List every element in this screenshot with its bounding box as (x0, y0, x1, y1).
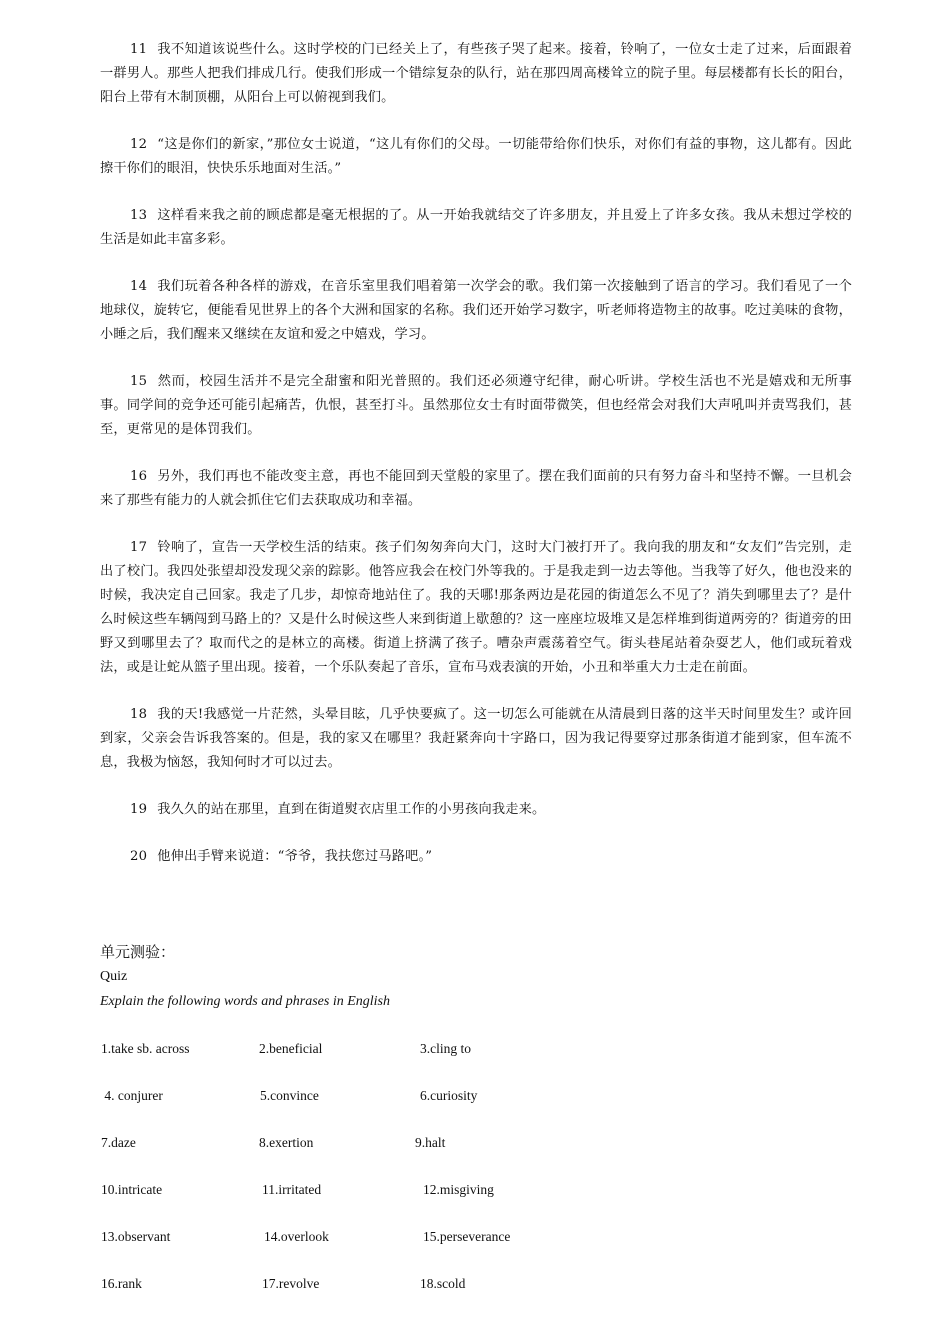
paragraph-20: 20 他伸出手臂来说道：“爷爷，我扶您过马路吧。” (130, 849, 433, 864)
vocab-item: 16.rank (101, 1276, 142, 1291)
vocab-row (0, 1229, 950, 1249)
paragraph-16: 16 另外，我们再也不能改变主意，再也不能回到天堂般的家里了。摆在我们面前的只有努力奋斗和坚持不懈。一旦机会来了那些有能力的人就会抓住它们去获取成功和幸福。 (100, 469, 852, 508)
quiz-instruction: Explain the following words and phrases in English (100, 994, 390, 1009)
vocab-row (0, 1041, 950, 1061)
vocab-item: 13.observant (101, 1229, 171, 1244)
vocab-item: 2.beneficial (259, 1041, 323, 1056)
paragraph-12: 12 “这是你们的新家，”那位女士说道，“这儿有你们的父母。一切能带给你们快乐，对你们有益的事物，这儿都有。因此擦干你们的眼泪，快快乐乐地面对生活。” (100, 137, 852, 176)
story-text (100, 38, 852, 892)
vocab-row (0, 1088, 950, 1108)
vocab-item: 5.convince (260, 1088, 319, 1103)
vocab-item: 17.revolve (262, 1276, 320, 1291)
vocab-row (0, 1182, 950, 1202)
paragraph-13: 13 这样看来我之前的顾虑都是毫无根据的了。从一开始我就结交了许多朋友，并且爱上了许多女孩。我从未想过学校的生活是如此丰富多彩。 (100, 208, 852, 247)
vocab-item: 4. conjurer (101, 1088, 163, 1103)
vocab-item: 15.perseverance (423, 1229, 511, 1244)
vocab-row (0, 1135, 950, 1155)
paragraph-11: 11 我不知道该说些什么。这时学校的门已经关上了，有些孩子哭了起来。接着，铃响了，一位女士走了过来，后面跟着一群男人。那些人把我们排成几行。使我们形成一个错综复杂的队行，站在那四周高楼耸立的院子里。每层楼都有长长的阳台，阳台上带有木制顶棚，从阳台上可以俯视到我们。 (100, 42, 852, 105)
vocab-item: 12.misgiving (423, 1182, 494, 1197)
vocab-item: 14.overlook (264, 1229, 329, 1244)
vocab-item: 6.curiosity (420, 1088, 478, 1103)
paragraph-15: 15 然而，校园生活并不是完全甜蜜和阳光普照的。我们还必须遵守纪律，耐心听讲。学校生活也不光是嬉戏和无所事事。同学间的竞争还可能引起痛苦，仇恨，甚至打斗。虽然那位女士有时面带微笑，但也经常会对我们大声吼叫并责骂我们，甚至，更常见的是体罚我们。 (100, 374, 852, 437)
vocab-item: 1.take sb. across (101, 1041, 190, 1056)
vocab-item: 7.daze (101, 1135, 136, 1150)
vocab-row (0, 1276, 950, 1296)
vocab-item: 18.scold (420, 1276, 466, 1291)
vocab-item: 3.cling to (420, 1041, 471, 1056)
vocab-item: 8.exertion (259, 1135, 314, 1150)
unit-test-heading: 单元测验： (100, 943, 176, 961)
vocab-item: 9.halt (415, 1135, 446, 1150)
paragraph-19: 19 我久久的站在那里，直到在街道熨衣店里工作的小男孩向我走来。 (130, 802, 546, 817)
paragraph-14: 14 我们玩着各种各样的游戏，在音乐室里我们唱着第一次学会的歌。我们第一次接触到了语言的学习。我们看见了一个地球仪，旋转它，便能看见世界上的各个大洲和国家的名称。我们还开始学习数字，听老师将造物主的故事。吃过美味的食物，小睡之后，我们醒来又继续在友谊和爱之中嬉戏，学习。 (100, 279, 852, 342)
vocab-item: 11.irritated (262, 1182, 322, 1197)
quiz-label: Quiz (100, 969, 128, 984)
vocab-item: 10.intricate (101, 1182, 163, 1197)
paragraph-18: 18 我的天!我感觉一片茫然，头晕目眩，几乎快要疯了。这一切怎么可能就在从清晨到日落的这半天时间里发生？或许回到家，父亲会告诉我答案的。但是，我的家又在哪里？我赶紧奔向十字路口，因为我记得要穿过那条街道才能到家，但车流不息，我极为恼怒，我知何时才可以过去。 (100, 707, 852, 770)
paragraph-17: 17 铃响了，宣告一天学校生活的结束。孩子们匆匆奔向大门，这时大门被打开了。我向我的朋友和“女友们”告完别，走出了校门。我四处张望却没发现父亲的踪影。他答应我会在校门外等我的。于是我走到一边去等他。当我等了好久，他也没来的时候，我决定自己回家。我走了几步，却惊奇地站住了。我的天哪!那条两边是花园的街道怎么不见了？消失到哪里去了？是什么时候这些车辆闯到马路上的？又是什么时候这些人来到街道上歇憩的？这一座座垃圾堆又是怎样堆到街道两旁的？街道旁的田野又到哪里去了？取而代之的是林立的高楼。街道上挤满了孩子。嘈杂声震荡着空气。街头巷尾站着杂耍艺人，他们或玩着戏法，或是让蛇从篮子里出现。接着，一个乐队奏起了音乐，宣布马戏表演的开始，小丑和举重大力士走在前面。 (100, 540, 852, 675)
